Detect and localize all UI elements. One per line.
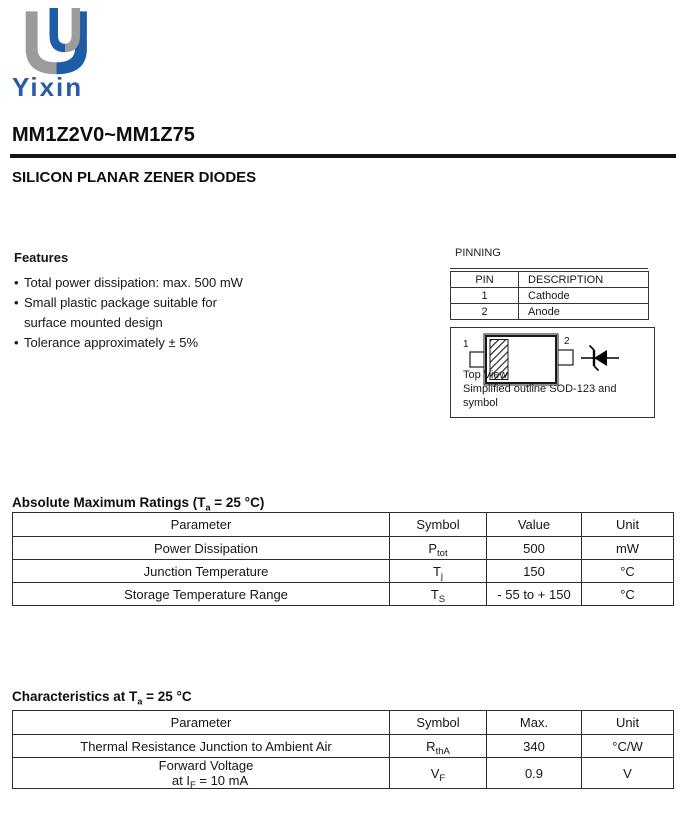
- pin-number: 2: [451, 304, 519, 320]
- col-header-unit: Unit: [582, 711, 674, 735]
- page-subtitle: SILICON PLANAR ZENER DIODES: [12, 169, 257, 186]
- pinning-header-description: DESCRIPTION: [519, 272, 649, 288]
- amr-heading: Absolute Maximum Ratings ($T_a = 25$ °C): [12, 495, 265, 513]
- bullet-icon: •: [14, 275, 19, 290]
- table-row: [13, 758, 674, 789]
- figure-caption: [463, 368, 654, 410]
- table-row: [451, 304, 649, 320]
- feature-text: Total power dissipation: max. 500 mW: [24, 275, 243, 290]
- table-row: [13, 735, 674, 758]
- pin-description: Cathode: [519, 288, 649, 304]
- symbol-cell: $T_S$: [390, 583, 487, 606]
- brand-name: Yixin: [12, 72, 84, 102]
- symbol-cell: $T_j$: [390, 560, 487, 583]
- pinning-header-row: [451, 272, 649, 288]
- unit-cell: °C/W: [582, 735, 674, 758]
- zener-symbol-icon: [581, 346, 619, 371]
- parameter-cell: Junction Temperature: [13, 560, 390, 583]
- characteristics-heading: Characteristics at $T_a = 25$ °C: [12, 689, 192, 707]
- unit-cell: mW: [582, 537, 674, 560]
- table-row: [13, 537, 674, 560]
- table-row: [451, 288, 649, 304]
- col-header-symbol: Symbol: [390, 711, 487, 735]
- feature-item: [14, 293, 354, 313]
- amr-table: [12, 512, 674, 606]
- symbol-cell: $V_F$: [390, 758, 487, 789]
- table-row: [13, 583, 674, 606]
- package-figure: [450, 327, 655, 418]
- table-row: [13, 560, 674, 583]
- pin2-label: 2: [564, 336, 570, 347]
- unit-cell: V: [582, 758, 674, 789]
- parameter-cell: Power Dissipation: [13, 537, 390, 560]
- feature-item: [14, 273, 354, 293]
- pinning-header-pin: PIN: [451, 272, 519, 288]
- col-header-value: Value: [487, 513, 582, 537]
- max-cell: 0.9: [487, 758, 582, 789]
- feature-text: Tolerance approximately ± 5%: [24, 335, 199, 350]
- value-cell: 150: [487, 560, 582, 583]
- pin-number: 1: [451, 288, 519, 304]
- value-cell: - 55 to + 150: [487, 583, 582, 606]
- characteristics-header-row: [13, 711, 674, 735]
- pin1-label: 1: [463, 339, 469, 350]
- symbol-cell: $R_{thA}$: [390, 735, 487, 758]
- characteristics-table: [12, 710, 674, 789]
- figure-caption-line2: Simplified outline SOD-123 and symbol: [463, 383, 617, 409]
- col-header-symbol: Symbol: [390, 513, 487, 537]
- pinning-table: [450, 271, 649, 320]
- unit-cell: °C: [582, 583, 674, 606]
- feature-item-continuation: [14, 313, 354, 333]
- parameter-cell: Storage Temperature Range: [13, 583, 390, 606]
- unit-cell: °C: [582, 560, 674, 583]
- symbol-cell: $P_{tot}$: [390, 537, 487, 560]
- bullet-icon: •: [14, 295, 19, 310]
- figure-caption-line1: Top View: [463, 369, 508, 381]
- pinning-title: PINNING: [455, 247, 501, 259]
- parameter-cell: Thermal Resistance Junction to Ambient Air: [13, 735, 390, 758]
- parameter-cell: [13, 758, 390, 789]
- features-title: Features: [14, 250, 69, 265]
- pin-description: Anode: [519, 304, 649, 320]
- page-title: MM1Z2V0~MM1Z75: [12, 124, 195, 146]
- col-header-parameter: Parameter: [13, 711, 390, 735]
- parameter-line2: at $I_F = 10$ mA: [171, 773, 249, 791]
- parameter-line1: Forward Voltage: [158, 758, 254, 773]
- col-header-unit: Unit: [582, 513, 674, 537]
- amr-header-row: [13, 513, 674, 537]
- lead-2: [556, 350, 573, 365]
- col-header-parameter: Parameter: [13, 513, 390, 537]
- value-cell: 500: [487, 537, 582, 560]
- bullet-icon: •: [14, 335, 19, 350]
- feature-item: [14, 333, 354, 353]
- feature-text: Small plastic package suitable for: [24, 295, 217, 310]
- max-cell: 340: [487, 735, 582, 758]
- pinning-table-topline: [450, 268, 648, 269]
- features-section: [14, 250, 354, 353]
- feature-text: surface mounted design: [24, 315, 163, 330]
- col-header-max: Max.: [487, 711, 582, 735]
- company-logo-icon: [14, 8, 102, 76]
- header-rule: [10, 154, 676, 158]
